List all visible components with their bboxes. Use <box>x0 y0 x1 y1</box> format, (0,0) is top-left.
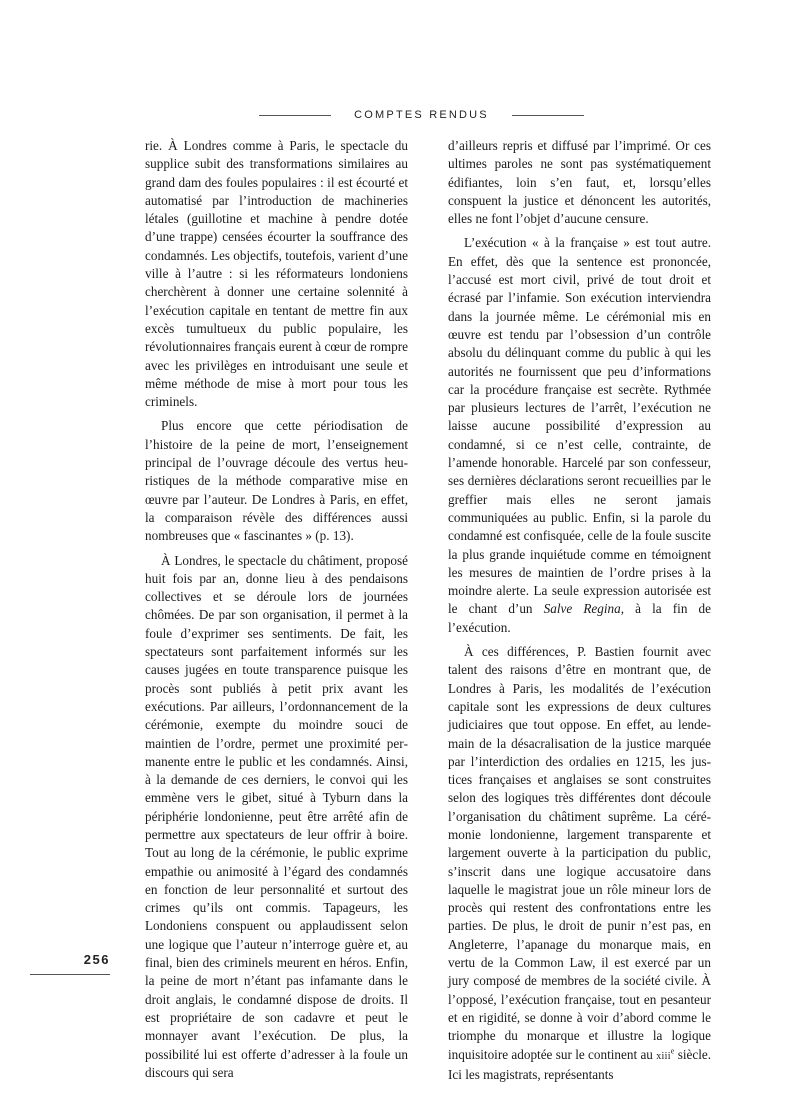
paragraph: Plus encore que cette périodisation de l’histoire de la peine de mort, l’enseignement principal de l’ouvrage découle des vertus heuristiques de la méthode comparative mise en œuvre par l’auteur. De Londres à Paris, en effet, la comparaison révèle des différences aussi nombreuses que « fascinantes » (p. 13). <box>145 418 408 544</box>
century-superscript: e <box>670 1046 675 1056</box>
italic-title: Salve Regina <box>543 601 621 617</box>
paragraph: rie. À Londres comme à Paris, le spectacle du supplice subit des transformations similaires au grand dam des foules populaires : il est écourté et automatisé par l’introduction de machineries létales (guillotine et machine à pendre dotée d’une trappe) censées écourter la souffrance des condamnés. Les objectifs, toutefois, varient d’une ville à l’autre : si les réformateurs londoniens cherchèrent à donner une certaine solennité à l’exécution capitale en tentant de mettre fin aux excès tumultueux du public populaire, les révolutionnaires français eurent à cœur de rompre avec les privilèges en introduisant une seule et même méthode de mise à mort pour tous les criminels. <box>145 138 408 410</box>
paragraph-text: , à la fin de l’exécution. <box>448 601 711 635</box>
paragraph: d’ailleurs repris et diffusé par l’imprimé. Or ces ultimes paroles ne sont pas systématiquement édifiantes, loin s’en faut, et, lorsqu’elles conspuent la justice et dénoncent les autorités, elles ne font l’objet d’aucune censure. <box>448 138 711 227</box>
left-column <box>145 137 408 1080</box>
running-header <box>259 107 584 123</box>
header-rule-right <box>512 115 584 116</box>
century-small-caps: xiii <box>656 1050 671 1062</box>
paragraph <box>448 234 711 637</box>
right-column <box>448 137 712 1082</box>
paragraph-text: À ces différences, P. Bastien fournit avec talent des raisons d’être en montrant que, de Londres à Paris, les modalités de l’exécution capitale sont les expressions de deux cultures judiciaires que tout oppose. En effet, au lendemain de la désacralisation de la justice marquée par l’interdiction des ordalies en 1215, les justices françaises et anglaises se sont construites selon des logiques très différentes dont découle l’organisation du châtiment suprême. La cérémonie londonienne, largement transparente et largement ouverte à la participation du public, s’inscrit dans une logique accusatoire dans laquelle le magistrat joue un rôle mineur lors de procès qui restent des confrontations entre les parties. De plus, le droit de punir n’est pas, en Angleterre, l’apanage du monarque mais, en vertu de la Common Law, il est exercé par un jury composé de membres de la société civile. À l’opposé, l’exécution française, tout en pesanteur et en rigidité, se donne à voir d’abord comme le triomphe du monarque et illustre la logique inquisitoire adoptée sur le continent au <box>448 644 711 1062</box>
paragraph: À Londres, le spectacle du châtiment, proposé huit fois par an, donne lieu à des pendaisons collectives et se déroule lors de journées chômées. De par son organisation, il permet à la foule d’exprimer ses sentiments. De fait, les spectateurs sont parfaitement informés sur les causes jugées en toute transparence puisque les procès sont publiés à petit prix avant les exécutions. Par ailleurs, l’ordonnancement de la cérémonie, exempte du moindre souci de maintien de l’ordre, permet une proximité permanente entre le public et les condamnés. Ainsi, à la demande de ces derniers, le convoi qui les emmène vers le gibet, situé à Tyburn dans la périphérie londonienne, peut être arrêté afin de permettre aux spectateurs de leur offrir à boire. Tout au long de la cérémonie, le public exprime empathie ou animosité à l’égard des condamnés en fonction de leur personnalité et surtout des crimes qu’ils ont commis. Tapageurs, les Londoniens conspuent ou applaudissent selon une logique que l’auteur n’interroge guère et, au final, bien des criminels meurent en héros. Enfin, la peine de mort n’étant pas infamante dans le droit anglais, le condamné dispose de droits. Il est propriétaire de son cadavre et peut le monnayer avant l’exécution. De plus, la possibilité lui est offerte d’adresser à la foule un discours qui sera <box>145 552 408 1080</box>
page-number: 256 <box>83 952 110 967</box>
paragraph-text: siècle. Ici les magistrats, représentants <box>448 1046 712 1082</box>
running-header-title: COMPTES RENDUS <box>354 109 489 121</box>
page-number-block <box>30 952 110 975</box>
paragraph <box>448 643 711 1084</box>
paragraph-text: L’exécution « à la française » est tout autre. En effet, dès que la sentence est prononcée, l’accusé est mort civil, privé de tout droit et écrasé par l’infamie. Son exécution interviendra dans la journée même. Le cérémonial mis en œuvre est tendu par l’obsession d’un contrôle absolu du délinquant comme du public à qui les autorités ne fournissent que peu d’informations car la procédure française est secrète. Rythmée par plusieurs lectures de l’arrêt, l’exécution ne laisse aucune possibilité d’expression au condamné, si ce n’est celle, contrainte, de l’amende honorable. Harcelé par son confesseur, ses dernières déclarations seront recueillies par le greffier mais elles ne seront jamais communiquées au public. Enfin, si la parole du condamné est confisquée, celle de la foule suscite la plus grande inquiétude comme en témoignent les mesures de maintien de l’ordre prises à la moindre alerte. La seule expression autorisée est le chant d’un <box>448 235 711 617</box>
header-rule-left <box>259 115 331 116</box>
